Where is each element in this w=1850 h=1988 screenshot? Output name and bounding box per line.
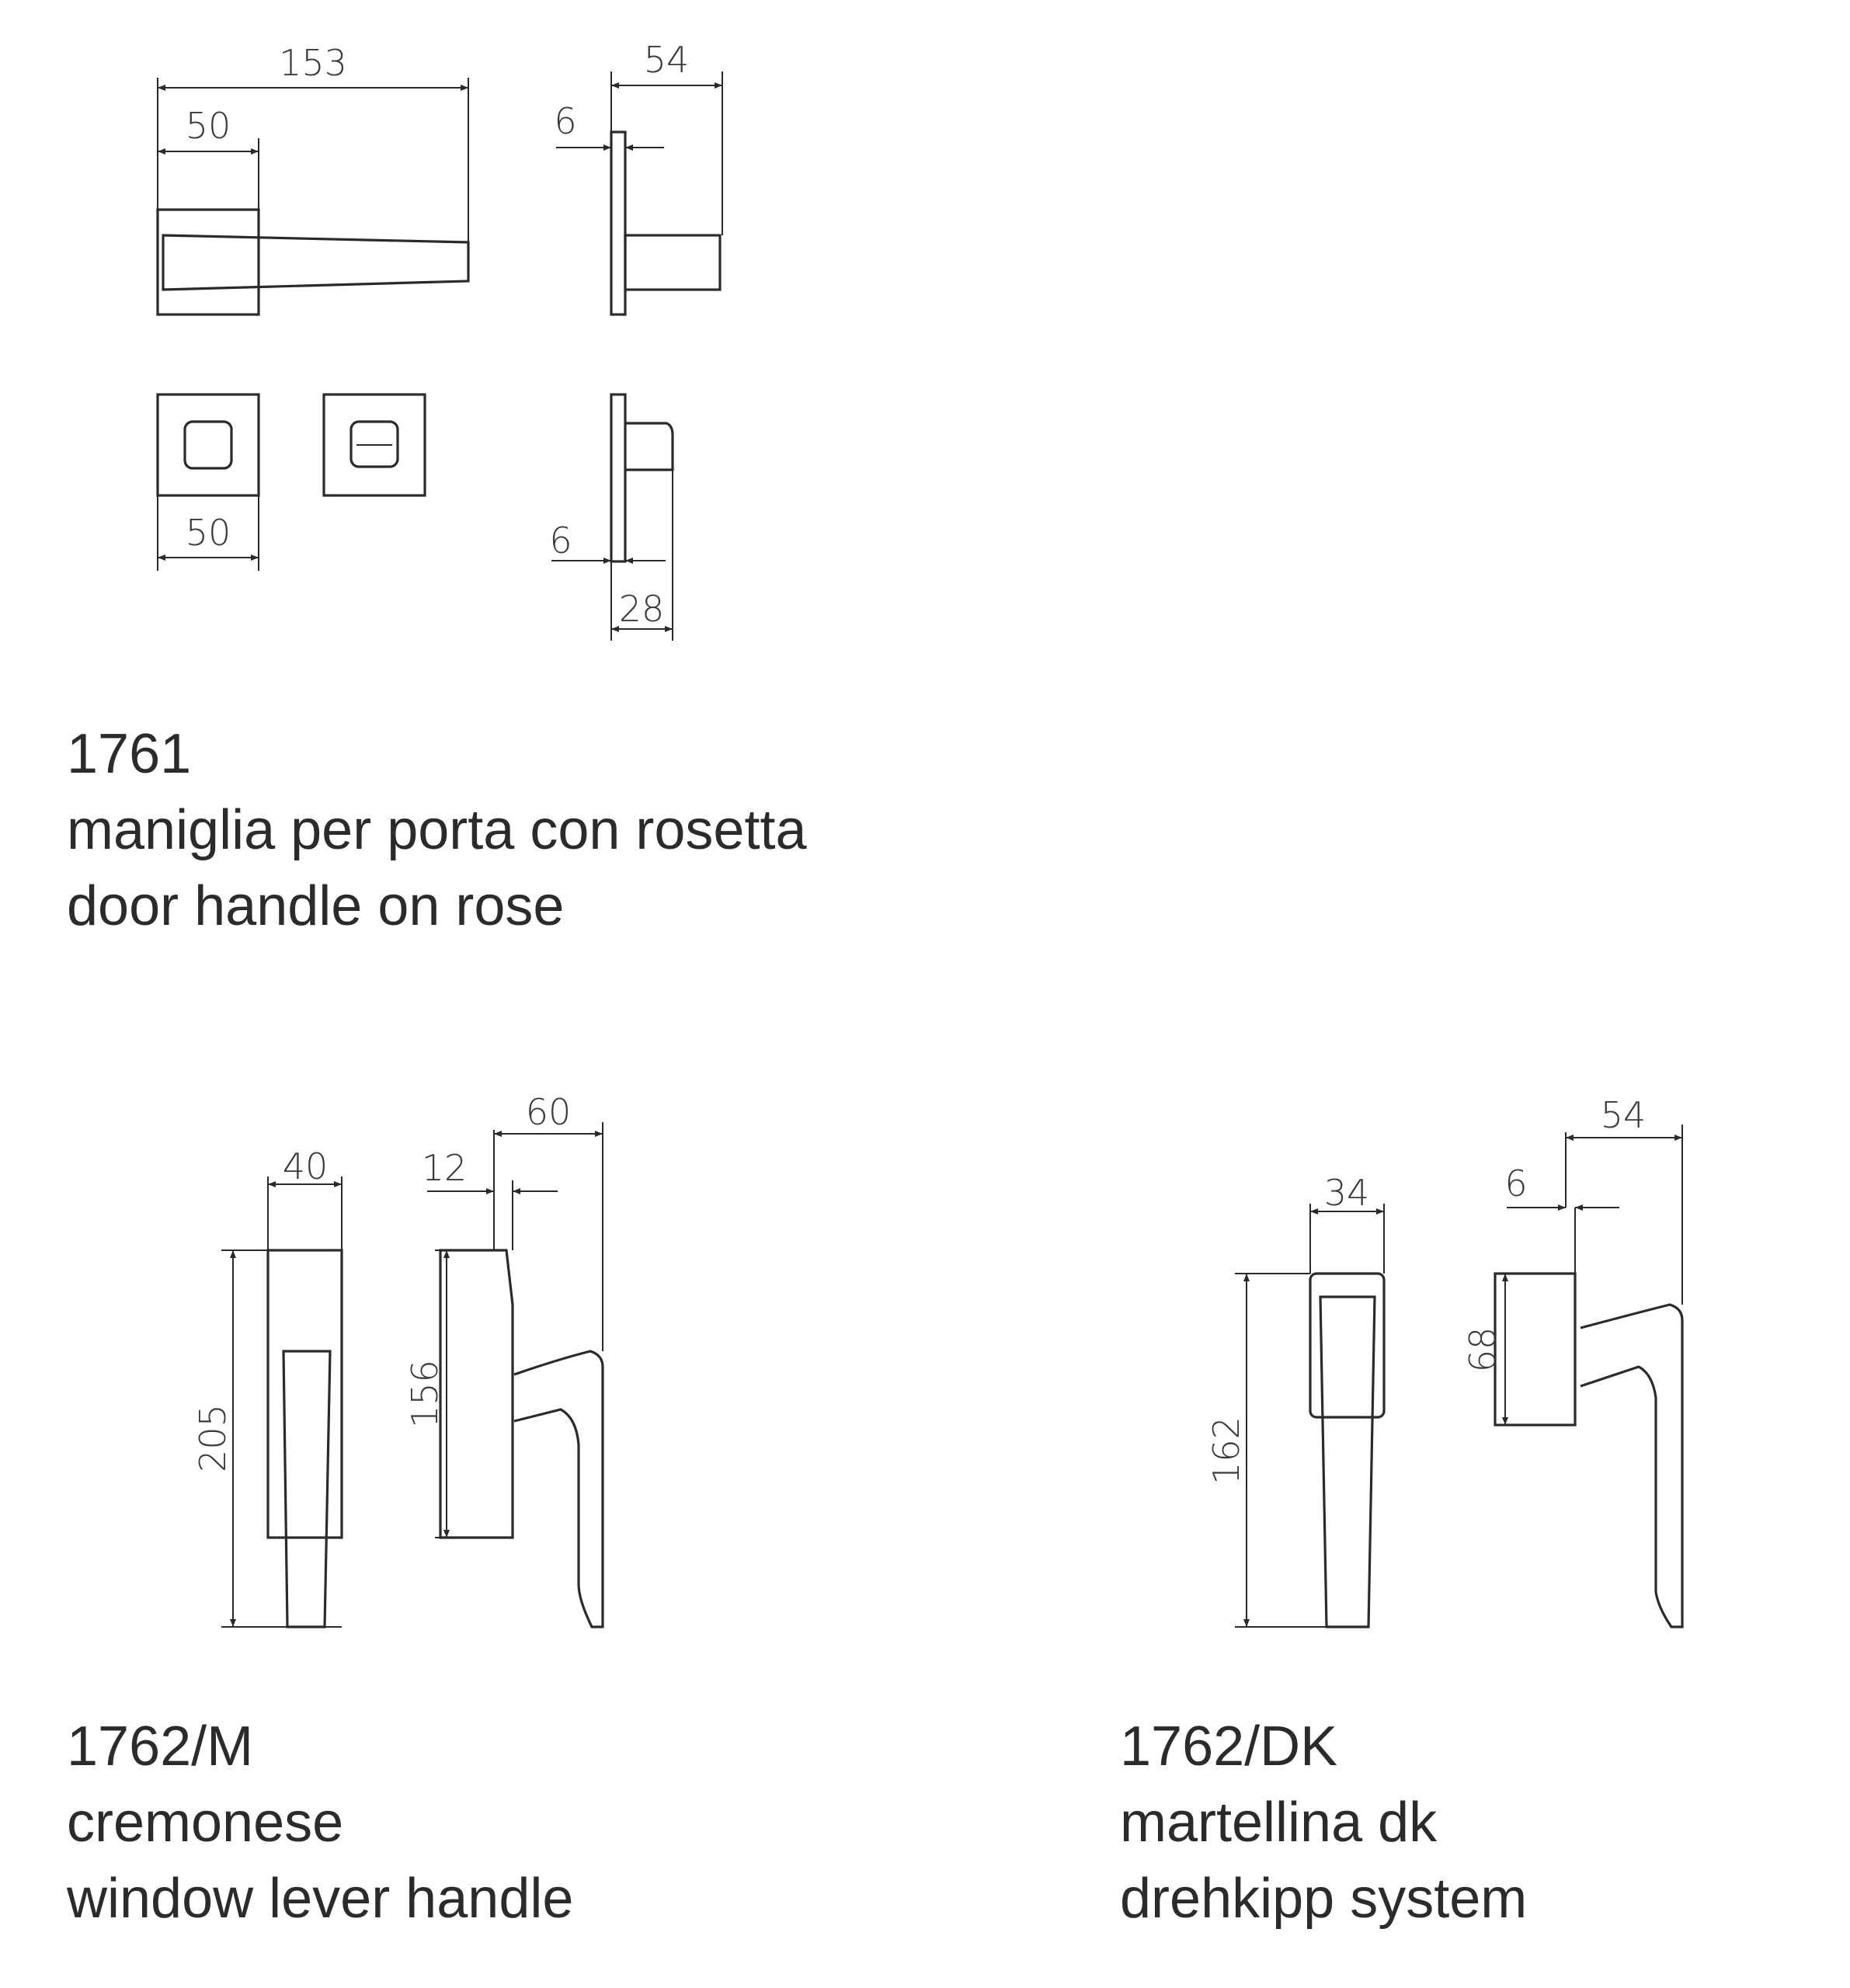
product-name-it: maniglia per porta con rosetta (67, 799, 807, 861)
dk-front-view (1205, 1172, 1384, 1627)
cremonese-front-view (192, 1145, 342, 1627)
dim-6-top: 6 (554, 100, 577, 142)
dim-60: 60 (525, 1091, 572, 1133)
rose-privacy-view (324, 394, 425, 495)
product-name-it: martellina dk (1120, 1792, 1438, 1854)
dim-156: 156 (404, 1360, 446, 1428)
door-handle-front-view (158, 42, 468, 315)
product-name-en: door handle on rose (67, 875, 565, 937)
product-name-it: cremonese (67, 1792, 344, 1854)
dim-28: 28 (618, 588, 665, 630)
product-name-en: drehkipp system (1120, 1868, 1528, 1930)
dim-54-dk: 54 (1600, 1094, 1647, 1136)
product-code: 1762/DK (1120, 1715, 1338, 1778)
dk-side-view (1462, 1094, 1682, 1627)
product-code: 1762/M (67, 1715, 254, 1778)
dim-34: 34 (1323, 1172, 1370, 1214)
door-handle-side-view (554, 39, 722, 315)
dim-6-rose: 6 (549, 520, 572, 561)
dim-54-top: 54 (643, 39, 690, 81)
dim-68: 68 (1462, 1326, 1504, 1373)
dim-50-rose: 50 (185, 512, 231, 554)
product-name-en: window lever handle (67, 1868, 574, 1930)
caption-1762-dk (1120, 1708, 1527, 1937)
dim-12: 12 (421, 1147, 468, 1189)
rose-side-view (549, 394, 673, 641)
dim-205: 205 (192, 1404, 234, 1472)
caption-1761 (67, 716, 807, 944)
cremonese-side-view (404, 1091, 603, 1627)
dim-162: 162 (1205, 1416, 1247, 1485)
rose-key-view (158, 394, 259, 571)
drawing-1762-m (192, 1091, 603, 1627)
dim-40: 40 (282, 1145, 329, 1187)
caption-1762-m (67, 1708, 573, 1937)
dim-153: 153 (279, 42, 347, 84)
drawing-1761 (158, 39, 722, 641)
drawing-1762-dk (1205, 1094, 1682, 1627)
dim-6-dk: 6 (1504, 1163, 1528, 1204)
product-code: 1761 (67, 723, 192, 785)
dim-50-top: 50 (185, 105, 231, 147)
